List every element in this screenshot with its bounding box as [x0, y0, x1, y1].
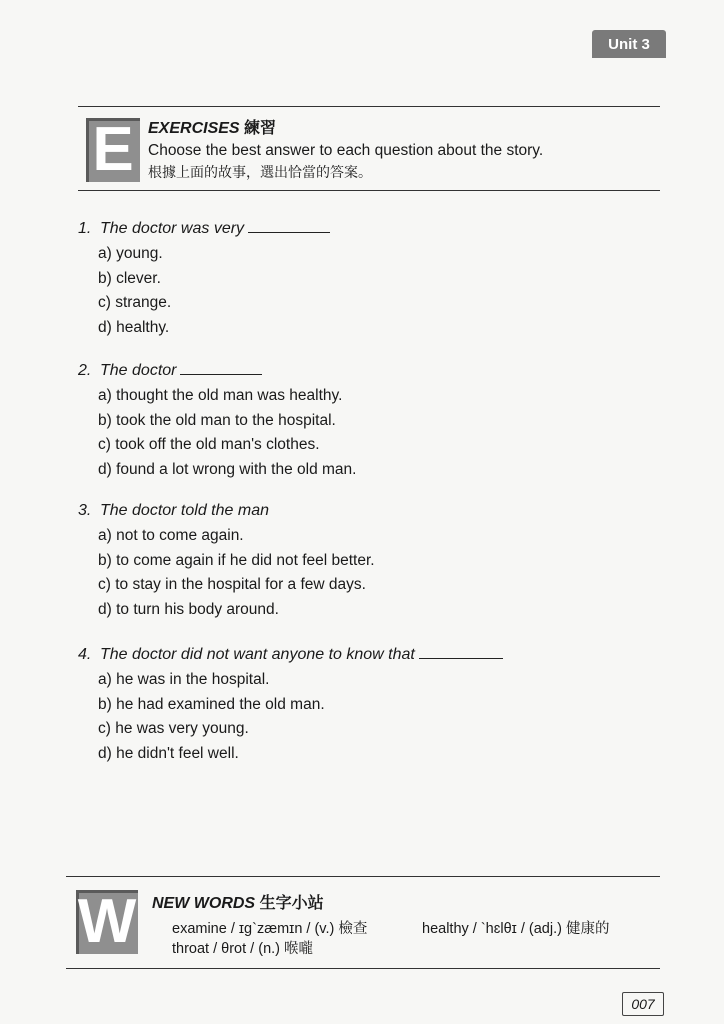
question-text: The doctor: [100, 362, 177, 379]
options-list: [98, 524, 375, 622]
unit-tab: Unit 3: [592, 30, 666, 58]
question-stem: [78, 360, 356, 380]
option-c: c) he was very young.: [98, 720, 249, 737]
option-d: d) found a lot wrong with the old man.: [98, 460, 357, 478]
option-c: c) strange.: [98, 294, 172, 311]
question-number: 2.: [78, 362, 92, 379]
new-words-letter-icon: W: [77, 887, 137, 956]
question-4: [78, 644, 503, 766]
exercises-letter-icon: E: [86, 118, 140, 182]
option-d: d) to turn his body around.: [98, 600, 279, 618]
new-words-bottom-rule: [66, 968, 660, 969]
option-a: a) thought the old man was healthy.: [98, 387, 343, 404]
vocab-entry-examine: examine / ɪg`zæmɪn / (v.) 檢查: [172, 921, 368, 937]
new-words-top-rule: [66, 876, 660, 877]
option-a: a) young.: [98, 245, 163, 262]
option-a: a) he was in the hospital.: [98, 671, 270, 688]
vocab-entry-throat: throat / θrot / (n.) 喉嚨: [172, 941, 314, 957]
option-d: d) he didn't feel well.: [98, 744, 239, 762]
question-text: The doctor told the man: [100, 502, 269, 519]
options-list: [98, 668, 503, 766]
option-b: b) he had examined the old man.: [98, 695, 325, 713]
answer-blank: [419, 644, 503, 659]
vocab-entry-healthy: healthy / `hɛlθɪ / (adj.) 健康的: [422, 921, 610, 937]
exercises-title-en: EXERCISES: [148, 120, 240, 137]
question-number: 1.: [78, 220, 92, 237]
exercises-bottom-rule: [78, 190, 660, 191]
exercises-title: [148, 115, 276, 138]
answer-blank: [180, 360, 262, 375]
exercises-title-zh: 練習: [244, 118, 277, 137]
instruction-en: Choose the best answer to each question about the story.: [148, 142, 544, 159]
options-list: [98, 242, 330, 340]
exercises-top-rule: [78, 106, 660, 107]
new-words-title-zh: 生字小站: [259, 893, 324, 912]
question-stem: [78, 218, 330, 238]
options-list: [98, 384, 356, 482]
instruction-zh: 根據上面的故事，選出恰當的答案。: [148, 165, 372, 181]
answer-blank: [248, 218, 330, 233]
question-number: 4.: [78, 646, 92, 663]
option-d: d) healthy.: [98, 318, 170, 336]
question-1: [78, 218, 330, 340]
option-b: b) to come again if he did not feel better.: [98, 551, 375, 569]
question-text: The doctor was very: [100, 220, 245, 237]
option-a: a) not to come again.: [98, 527, 244, 544]
question-stem: [78, 644, 503, 664]
option-b: b) took the old man to the hospital.: [98, 411, 336, 429]
new-words-title-en: NEW WORDS: [152, 895, 256, 912]
option-c: c) took off the old man's clothes.: [98, 436, 320, 453]
question-stem: [78, 502, 375, 520]
question-number: 3.: [78, 502, 92, 519]
page-number: 007: [622, 992, 664, 1016]
question-text: The doctor did not want anyone to know that: [100, 646, 415, 663]
new-words-title: [152, 890, 324, 913]
question-2: [78, 360, 356, 482]
option-c: c) to stay in the hospital for a few days.: [98, 576, 366, 593]
question-3: [78, 502, 375, 622]
option-b: b) clever.: [98, 269, 161, 287]
